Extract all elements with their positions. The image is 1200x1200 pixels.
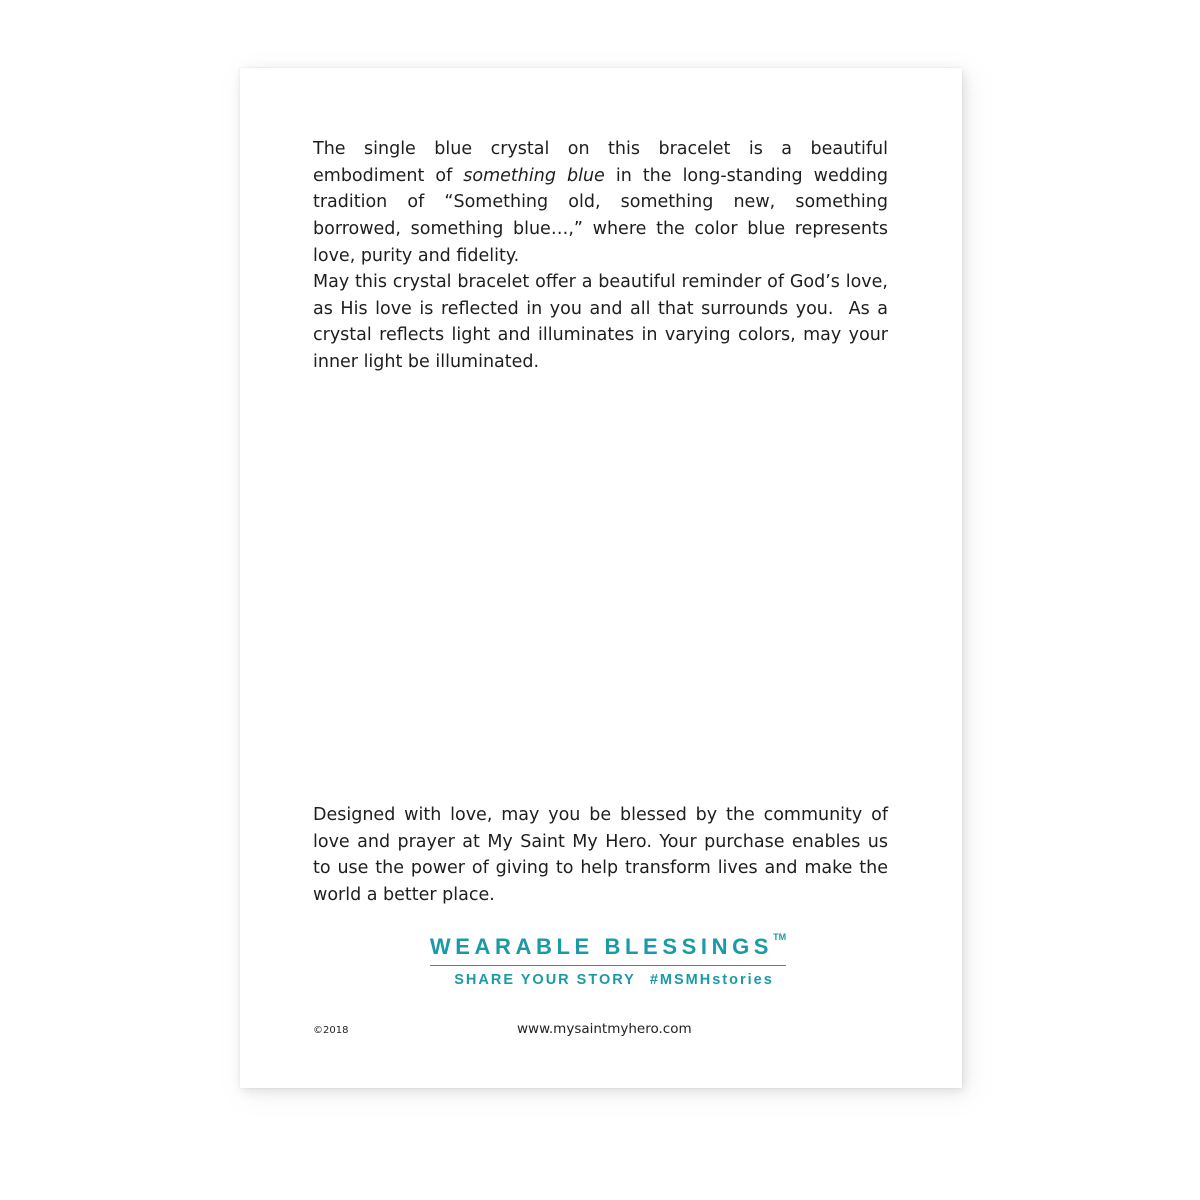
paragraph-1-italic: something blue bbox=[463, 165, 605, 186]
brand-title-text: WEARABLE BLESSINGS bbox=[429, 934, 774, 959]
brand-tagline bbox=[266, 972, 962, 988]
blessing-card bbox=[240, 68, 962, 1088]
tagline-text: SHARE YOUR STORY bbox=[454, 972, 636, 988]
brand-block bbox=[240, 934, 962, 988]
paragraph-gods-love: May this crystal bracelet offer a beautiful reminder of God’s love, as His love is reflected in you and all that surrounds you. As a crystal reflects light and illuminates in varying colors, may your inner light be illuminated. bbox=[313, 272, 888, 373]
trademark-mark: TM bbox=[773, 932, 787, 942]
website-url: www.mysaintmyhero.com bbox=[517, 1021, 692, 1037]
brand-title bbox=[430, 934, 786, 966]
paragraph-designed-with-love: Designed with love, may you be blessed by the community of love and prayer at My Saint My Hero. Your purchase enables us to use the power of giving to help transform lives and make the world a better place. bbox=[313, 805, 888, 906]
paragraph-1-start: The single blue crystal on this bracelet is a beautiful embodiment of bbox=[313, 139, 888, 186]
paragraph-something-blue bbox=[313, 136, 888, 270]
copyright-notice: ©2018 bbox=[313, 1025, 349, 1036]
paragraph-1-end: in the long-standing wedding tradition of “Something old, something new, something borrowed, something blue…,” where the color blue represents love, purity and fidelity. bbox=[313, 165, 888, 266]
hashtag-text: #MSMHstories bbox=[649, 972, 774, 988]
